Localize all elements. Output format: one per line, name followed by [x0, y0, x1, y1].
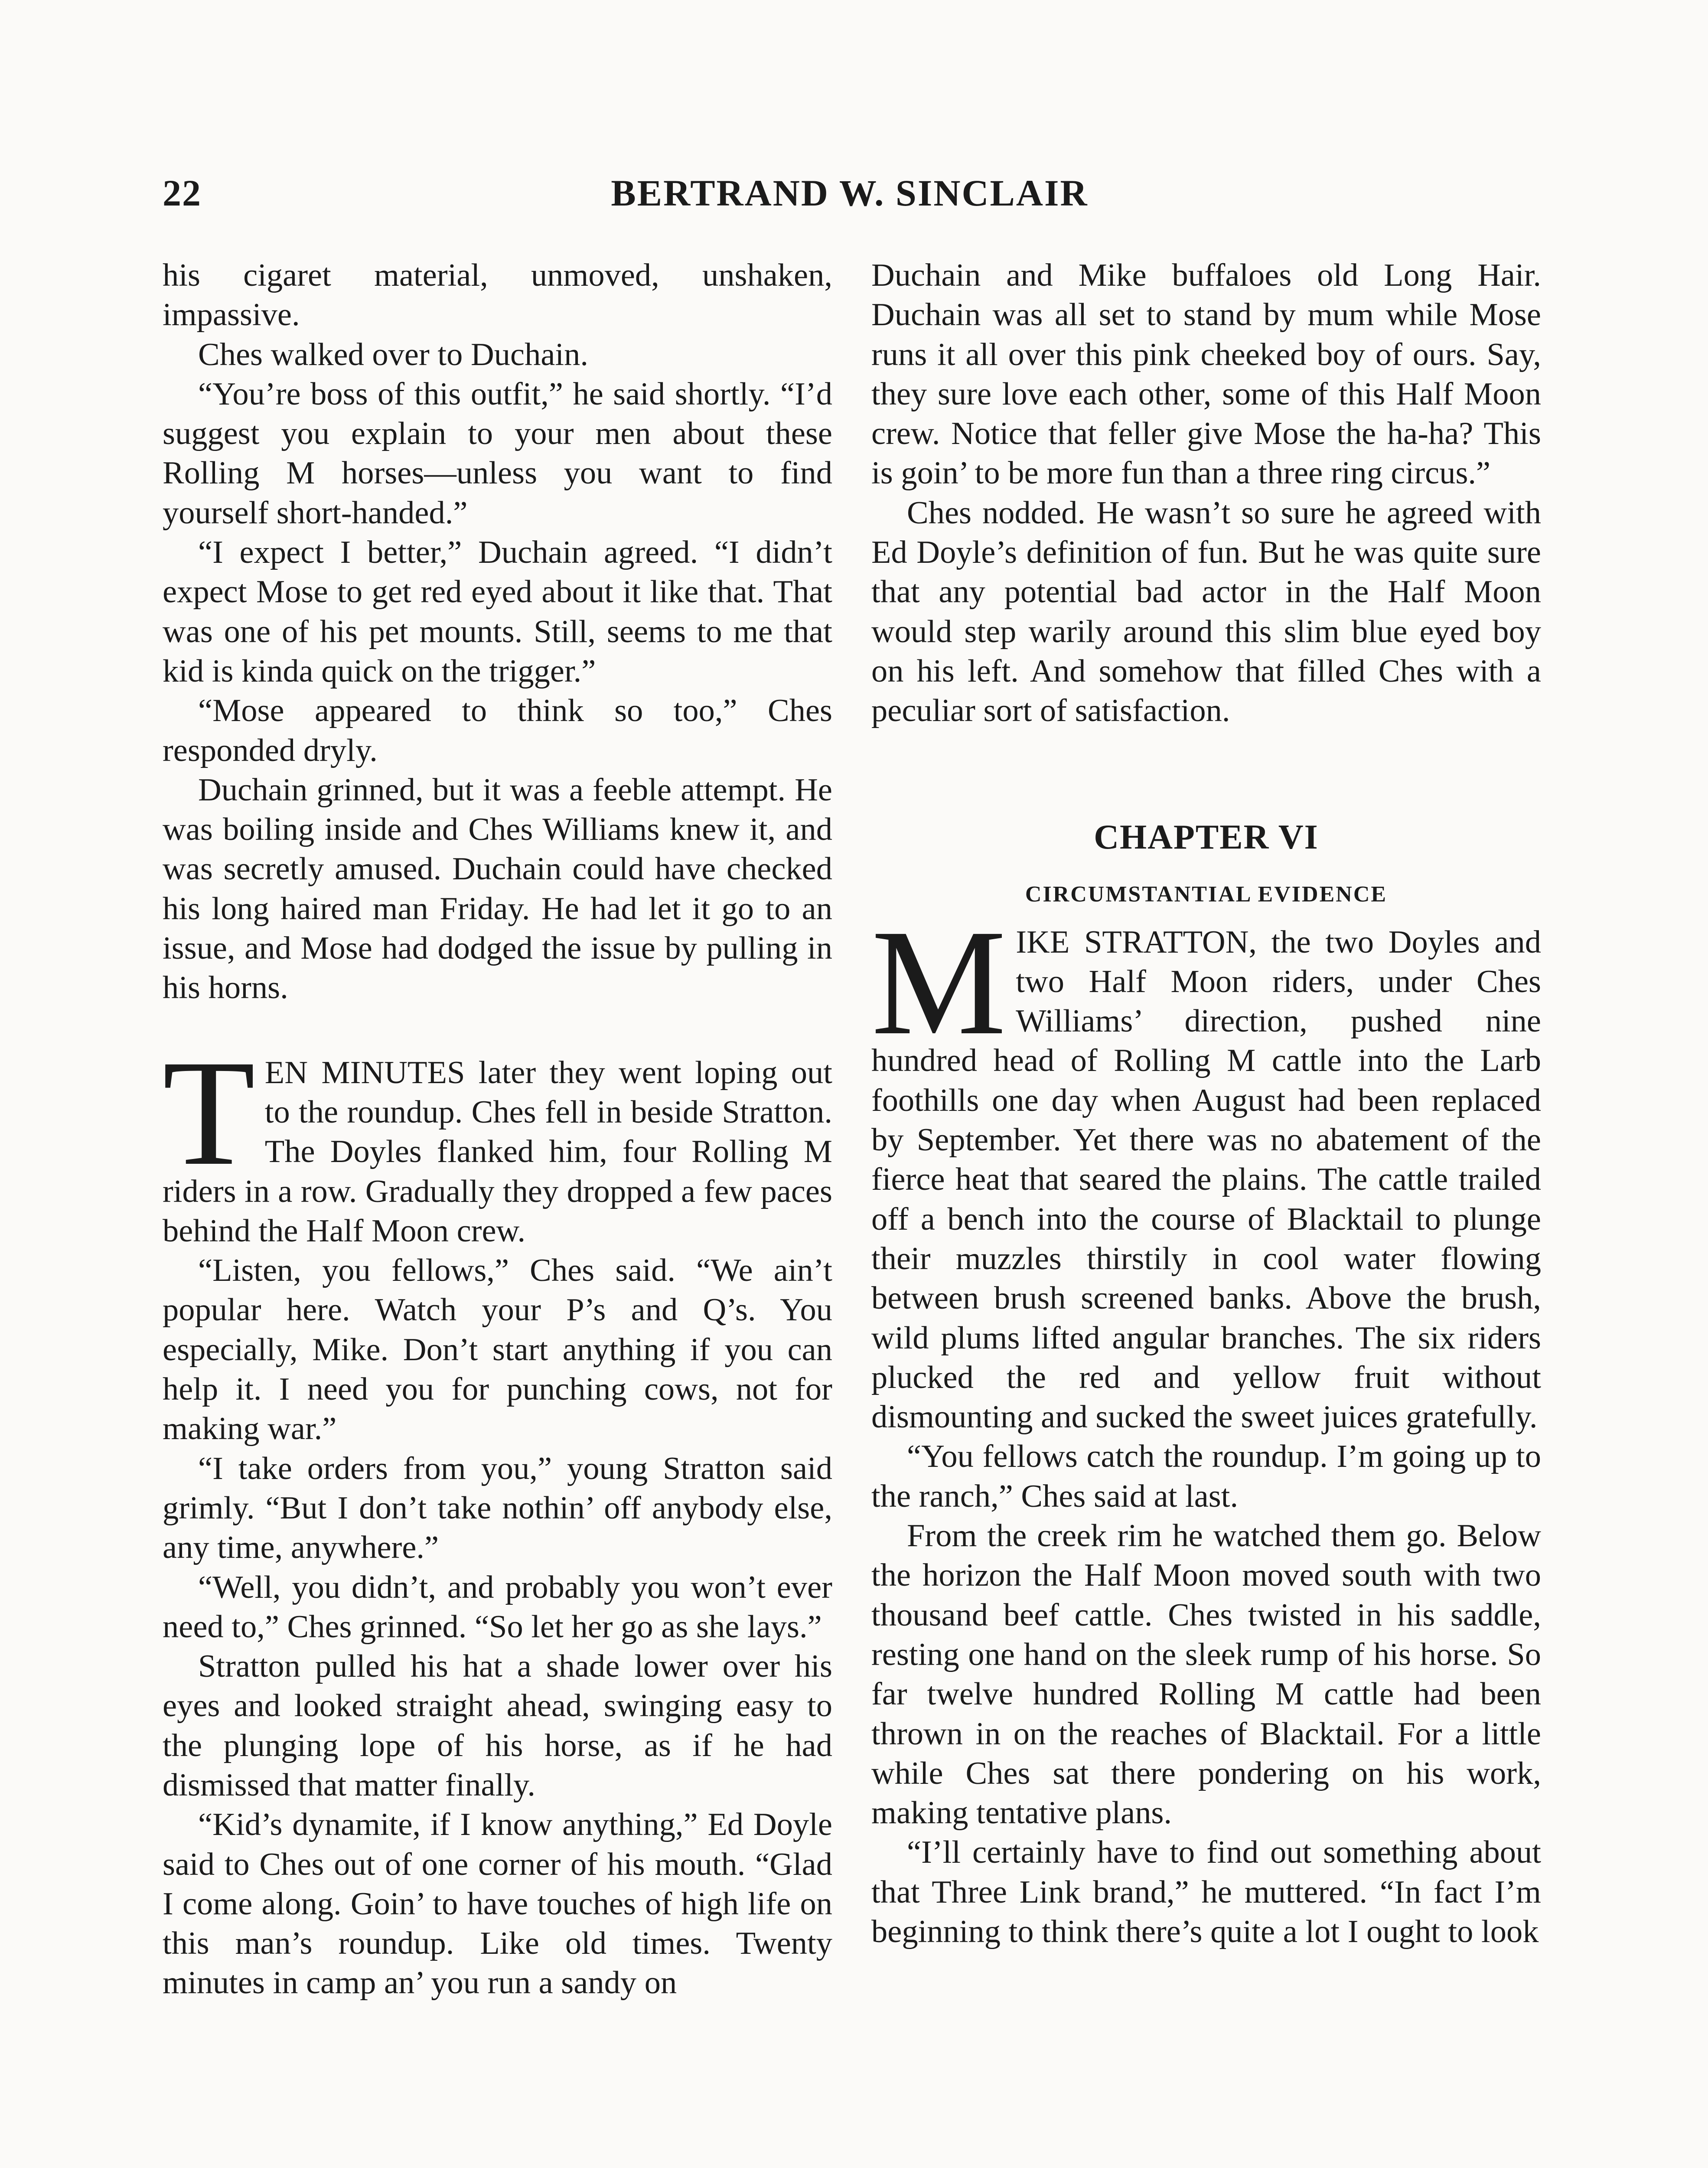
paragraph-with-dropcap — [163, 1028, 832, 1251]
paragraph: From the creek rim he watched them go. Below the horizon the Half Moon moved south with two thousand beef cattle. Ches twisted in his saddle, resting one hand on the sleek rump of his horse. So far twelve hundred Rolling M cattle had been thrown in on the reaches of Blacktail. For a little while Ches sat there pondering on his work, making tentative plans. — [871, 1518, 1541, 1831]
drop-cap: T — [163, 1028, 255, 1197]
chapter-title: CHAPTER VI — [1094, 818, 1319, 856]
right-column — [871, 256, 1541, 1952]
paragraph: “Listen, you fellows,” Ches said. “We ain’t popular here. Watch your P’s and Q’s. You especially, Mike. Don’t start anything if you can help it. I need you for punching cows, not for making war.” — [163, 1253, 832, 1447]
paragraph: “You’re boss of this outfit,” he said shortly. “I’d suggest you explain to your men about these Rolling M horses—unless you want to find yourself short-handed.” — [163, 376, 832, 531]
chapter-subtitle: CIRCUMSTANTIAL EVIDENCE — [1025, 882, 1388, 907]
running-title: BERTRAND W. SINCLAIR — [611, 172, 1089, 214]
paragraph: Ches nodded. He wasn’t so sure he agreed with Ed Doyle’s definition of fun. But he was quite sure that any potential bad actor in the Half Moon would step warily around this slim blue eyed boy on his left. And somehow that filled Ches with a peculiar sort of satisfaction. — [871, 495, 1541, 729]
section-break — [871, 731, 1541, 818]
page-header — [163, 171, 1537, 228]
section-break — [163, 1008, 832, 1053]
paragraph-with-dropcap — [871, 898, 1541, 1437]
paragraph: Ches walked over to Duchain. — [198, 336, 588, 372]
paragraph: Duchain and Mike buffaloes old Long Hair. Duchain was all set to stand by mum while Mose runs it all over this pink cheeked boy of ours. Say, they sure love each other, some of this Half Moon crew. Notice that feller give Mose the ha-ha? This is goin’ to be more fun than a three ring circus.” — [871, 258, 1541, 491]
paragraph-text: EN MINUTES later they went loping out to the roundup. Ches fell in beside Stratton. The Doyles flanked him, four Rolling M riders in a row. Gradually they dropped a few paces behind the Half Moon crew. — [163, 1055, 832, 1249]
paragraph-text: IKE STRATTON, the two Doyles and two Half Moon riders, under Ches Williams’ direction, pushed nine hundred head of Rolling M cattle into the Larb foothills one day when August had been replaced by September. Yet there was no abatement of the fierce heat that seared the plains. The cattle trailed off a bench into the course of Blacktail to plunge their muzzles thirstily in cool water flowing between brush screened banks. Above the brush, wild plums lifted angular branches. The six riders plucked the red and yellow fruit without dismounting and sucked the sweet juices gratefully. — [871, 924, 1541, 1435]
paragraph: “Well, you didn’t, and probably you won’t ever need to,” Ches grinned. “So let her go as she lays.” — [163, 1569, 832, 1645]
paragraph: Stratton pulled his hat a shade lower over his eyes and looked straight ahead, swinging easy to the plunging lope of his horse, as if he had dismissed that matter finally. — [163, 1649, 832, 1803]
paragraph: Duchain grinned, but it was a feeble attempt. He was boiling inside and Ches Williams knew it, and was secretly amused. Duchain could have checked his long haired man Friday. He had let it go to an issue, and Mose had dodged the issue by pulling in his horns. — [163, 772, 832, 1006]
paragraph: “I expect I better,” Duchain agreed. “I didn’t expect Mose to get red eyed about it like that. That was one of his pet mounts. Still, seems to me that kid is kinda quick on the trigger.” — [163, 535, 832, 689]
paragraph: “I’ll certainly have to find out something about that Three Link brand,” he muttered. “In fact I’m beginning to think there’s quite a lot I ought to look — [871, 1835, 1541, 1949]
paragraph: “You fellows catch the roundup. I’m going up to the ranch,” Ches said at last. — [871, 1439, 1541, 1514]
paragraph: “Kid’s dynamite, if I know anything,” Ed Doyle said to Ches out of one corner of his mouth. “Glad I come along. Goin’ to have touches of high life on this man’s roundup. Like old times. Twenty minutes in camp an’ you run a sandy on — [163, 1807, 832, 2001]
page-number: 22 — [163, 172, 202, 214]
left-column — [163, 256, 832, 2003]
drop-cap: M — [871, 898, 1007, 1066]
paragraph: “I take orders from you,” young Stratton said grimly. “But I don’t take nothin’ off anybody else, any time, anywhere.” — [163, 1450, 832, 1566]
paragraph: his cigaret material, unmoved, unshaken, impassive. — [163, 258, 832, 333]
paragraph: “Mose appeared to think so too,” Ches responded dryly. — [163, 693, 832, 768]
